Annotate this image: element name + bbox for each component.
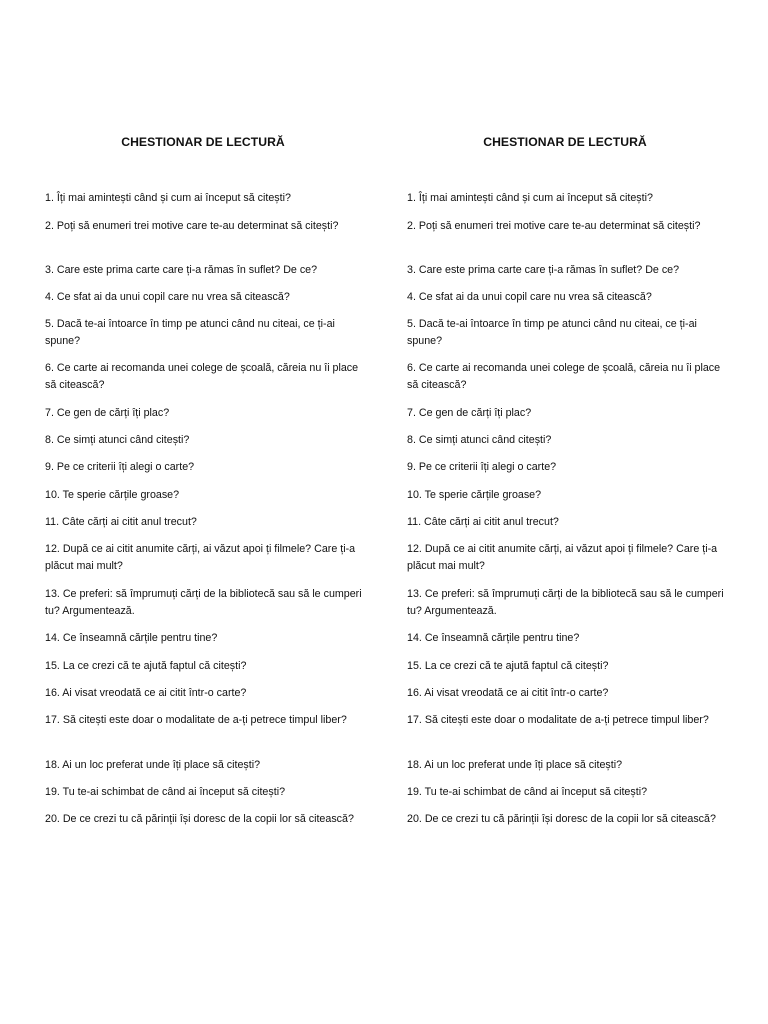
question-4: 4. Ce sfat ai da unui copil care nu vrea să citească? xyxy=(407,291,652,303)
question-4: 4. Ce sfat ai da unui copil care nu vrea să citească? xyxy=(45,291,290,303)
question-13: 13. Ce preferi: să împrumuți cărți de la bibliotecă sau să le cumperi tu? Argumentează. xyxy=(45,588,362,617)
question-15: 15. La ce crezi că te ajută faptul că citești? xyxy=(45,660,247,672)
question-6: 6. Ce carte ai recomanda unei colege de școală, căreia nu îi place să citească? xyxy=(45,362,359,391)
question-12: 12. După ce ai citit anumite cărți, ai văzut apoi ți filmele? Care ți-a plăcut mai mult? xyxy=(45,543,356,572)
question-19: 19. Tu te-ai schimbat de când ai început să citești? xyxy=(45,786,286,798)
question-7: 7. Ce gen de cărți îți plac? xyxy=(407,407,532,419)
question-5: 5. Dacă te-ai întoarce în timp pe atunci când nu citeai, ce ți-ai spune? xyxy=(407,318,697,347)
question-10: 10. Te sperie cărțile groase? xyxy=(407,489,542,501)
question-14: 14. Ce înseamnă cărțile pentru tine? xyxy=(45,632,218,644)
question-16: 16. Ai visat vreodată ce ai citit într-o carte? xyxy=(407,687,609,699)
question-20: 20. De ce crezi tu că părinții își doresc de la copii lor să citească? xyxy=(45,813,354,825)
question-11: 11. Câte cărți ai citit anul trecut? xyxy=(407,516,559,528)
question-18: 18. Ai un loc preferat unde îți place să citești? xyxy=(45,759,261,771)
question-19: 19. Tu te-ai schimbat de când ai început să citești? xyxy=(407,786,648,798)
question-5: 5. Dacă te-ai întoarce în timp pe atunci când nu citeai, ce ți-ai spune? xyxy=(45,318,335,347)
question-18: 18. Ai un loc preferat unde îți place să citești? xyxy=(407,759,623,771)
question-10: 10. Te sperie cărțile groase? xyxy=(45,489,180,501)
question-17: 17. Să citești este doar o modalitate de a-ți petrece timpul liber? xyxy=(45,714,347,726)
question-2: 2. Poți să enumeri trei motive care te-au determinat să citești? xyxy=(45,220,339,232)
question-1: 1. Îți mai amintești când și cum ai început să citești? xyxy=(45,192,291,204)
questionnaire-title: CHESTIONAR DE LECTURĂ xyxy=(121,135,285,149)
question-3: 3. Care este prima carte care ți-a rămas în suflet? De ce? xyxy=(45,264,318,276)
question-1: 1. Îți mai amintești când și cum ai început să citești? xyxy=(407,192,653,204)
question-3: 3. Care este prima carte care ți-a rămas în suflet? De ce? xyxy=(407,264,680,276)
question-2: 2. Poți să enumeri trei motive care te-au determinat să citești? xyxy=(407,220,701,232)
question-16: 16. Ai visat vreodată ce ai citit într-o carte? xyxy=(45,687,247,699)
question-9: 9. Pe ce criterii îți alegi o carte? xyxy=(45,461,195,473)
question-20: 20. De ce crezi tu că părinții își doresc de la copii lor să citească? xyxy=(407,813,716,825)
question-8: 8. Ce simți atunci când citești? xyxy=(407,434,552,446)
question-13: 13. Ce preferi: să împrumuți cărți de la bibliotecă sau să le cumperi tu? Argumentează. xyxy=(407,588,724,617)
question-8: 8. Ce simți atunci când citești? xyxy=(45,434,190,446)
question-9: 9. Pe ce criterii îți alegi o carte? xyxy=(407,461,557,473)
question-14: 14. Ce înseamnă cărțile pentru tine? xyxy=(407,632,580,644)
question-11: 11. Câte cărți ai citit anul trecut? xyxy=(45,516,197,528)
question-6: 6. Ce carte ai recomanda unei colege de școală, căreia nu îi place să citească? xyxy=(407,362,721,391)
question-12: 12. După ce ai citit anumite cărți, ai văzut apoi ți filmele? Care ți-a plăcut mai mult? xyxy=(407,543,718,572)
question-17: 17. Să citești este doar o modalitate de a-ți petrece timpul liber? xyxy=(407,714,709,726)
question-7: 7. Ce gen de cărți îți plac? xyxy=(45,407,170,419)
questionnaire-title: CHESTIONAR DE LECTURĂ xyxy=(483,135,647,149)
question-15: 15. La ce crezi că te ajută faptul că citești? xyxy=(407,660,609,672)
